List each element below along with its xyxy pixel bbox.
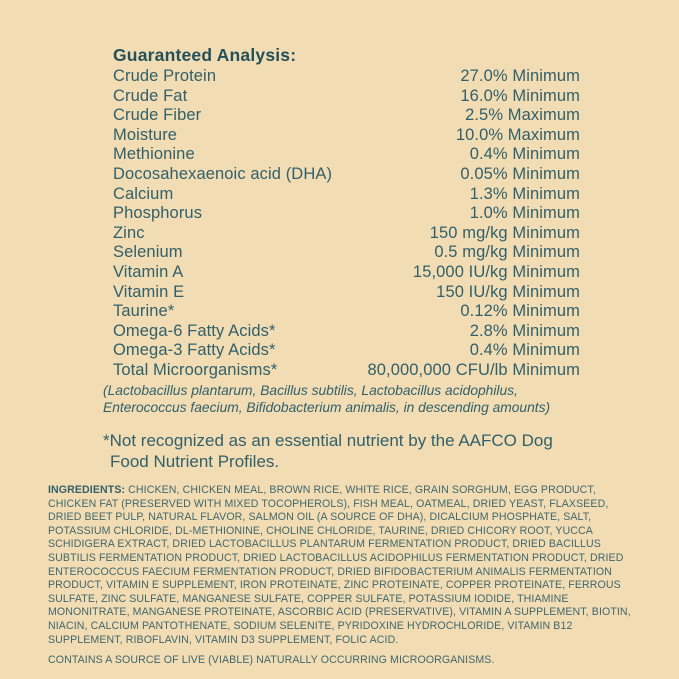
guaranteed-analysis-table: [113, 67, 580, 381]
nutrient-name: Crude Fiber: [113, 106, 202, 125]
nutrient-value: 150 IU/kg Minimum: [436, 282, 580, 301]
guaranteed-analysis-section: [103, 44, 580, 473]
analysis-row: [113, 87, 580, 107]
analysis-row: [113, 185, 580, 205]
ingredients-paragraph: [48, 484, 634, 647]
nutrient-value: 16.0% Minimum: [460, 86, 580, 105]
nutrient-value: 0.05% Minimum: [460, 164, 580, 183]
analysis-row: [113, 145, 580, 165]
nutrient-value: 0.5 mg/kg Minimum: [434, 243, 580, 262]
nutrient-value: 0.4% Minimum: [469, 341, 580, 360]
ingredients-section: [48, 484, 634, 668]
nutrient-name: Vitamin A: [113, 262, 184, 281]
nutrient-value: 0.4% Minimum: [469, 145, 580, 164]
analysis-row: [113, 224, 580, 244]
nutrient-name: Zinc: [113, 223, 145, 242]
nutrient-name: Crude Protein: [113, 67, 217, 85]
analysis-row: [113, 361, 580, 381]
guaranteed-analysis-title: Guaranteed Analysis:: [113, 45, 297, 65]
nutrient-name: Omega-3 Fatty Acids*: [113, 341, 276, 360]
aafco-footnote: [103, 430, 603, 473]
nutrient-value: 0.12% Minimum: [460, 302, 580, 321]
nutrient-value: 27.0% Minimum: [460, 67, 580, 85]
nutrient-value: 150 mg/kg Minimum: [429, 223, 580, 242]
aafco-footnote-line: Food Nutrient Profiles.: [110, 452, 280, 471]
nutrient-name: Docosahexaenoic acid (DHA): [113, 164, 333, 183]
nutrient-name: Taurine*: [113, 302, 175, 321]
nutrient-name: Phosphorus: [113, 204, 203, 223]
nutrient-name: Selenium: [113, 243, 183, 262]
nutrient-value: 15,000 IU/kg Minimum: [412, 262, 580, 281]
nutrient-name: Omega-6 Fatty Acids*: [113, 321, 276, 340]
nutrient-name: Crude Fat: [113, 86, 188, 105]
microorganisms-note-line: Enterococcus faecium, Bifidobacterium animalis, in descending amounts): [103, 400, 551, 415]
analysis-row: [113, 283, 580, 303]
nutrient-value: 80,000,000 CFU/lb Minimum: [367, 360, 580, 379]
analysis-row: [113, 243, 580, 263]
analysis-row: [113, 263, 580, 283]
analysis-row: [113, 302, 580, 322]
nutrient-name: Methionine: [113, 145, 195, 164]
nutrient-value: 1.0% Minimum: [469, 204, 580, 223]
analysis-row: [113, 341, 580, 361]
nutrient-name: Vitamin E: [113, 282, 185, 301]
aafco-footnote-line: *Not recognized as an essential nutrient by the AAFCO Dog: [103, 430, 553, 450]
nutrient-name: Calcium: [113, 184, 174, 203]
analysis-row: [113, 322, 580, 342]
nutrient-value: 1.3% Minimum: [469, 184, 580, 203]
contains-statement: CONTAINS A SOURCE OF LIVE (VIABLE) NATURALLY OCCURRING MICROORGANISMS.: [48, 654, 495, 667]
microorganisms-note: [103, 382, 603, 417]
nutrient-name: Total Microorganisms*: [113, 360, 278, 379]
analysis-row: [113, 67, 580, 87]
nutrient-value: 10.0% Maximum: [455, 125, 580, 144]
ingredients-label: INGREDIENTS:: [48, 484, 126, 496]
nutrient-name: Moisture: [113, 125, 178, 144]
nutrient-value: 2.8% Minimum: [469, 321, 580, 340]
analysis-row: [113, 126, 580, 146]
analysis-row: [113, 165, 580, 185]
nutrient-value: 2.5% Maximum: [465, 106, 580, 125]
microorganisms-note-line: (Lactobacillus plantarum, Bacillus subtilis, Lactobacillus acidophilus,: [103, 382, 518, 398]
analysis-row: [113, 106, 580, 126]
analysis-row: [113, 204, 580, 224]
ingredients-text: CHICKEN, CHICKEN MEAL, BROWN RICE, WHITE RICE, GRAIN SORGHUM, EGG PRODUCT, CHICKEN FAT (PRESERVED WITH MIXED TOCOPHEROLS), FISH MEAL, OATMEAL, DRIED YEAST, FLAXSEED, DRIED BEET PULP, NATURAL FLAVOR, SALMON OIL (A SOURCE OF DHA), DICALCIUM PHOSPHATE, SALT, POTASSIUM CHLORIDE, DL-METHIONINE, CHOLINE CHLORIDE, TAURINE, DRIED CHICORY ROOT, YUCCA SCHIDIGERA EXTRACT, DRIED LACTOBACILLUS PLANTARUM FERMENTATION PRODUCT, DRIED BACILLUS SUBTILIS FERMENTATION PRODUCT, DRIED LACTOBACILLUS ACIDOPHILUS FERMENTATION PRODUCT, DRIED ENTEROCOCCUS FAECIUM FERMENTATION PRODUCT, DRIED BIFIDOBACTERIUM ANIMALIS FERMENTATION PRODUCT, VITAMIN E SUPPLEMENT, IRON PROTEINATE, ZINC PROTEINATE, COPPER PROTEINATE, FERROUS SULFATE, ZINC SULFATE, MANGANESE SULFATE, COPPER SULFATE, POTASSIUM IODIDE, THIAMINE MONONITRATE, MANGANESE PROTEINATE, ASCORBIC ACID (PRESERVATIVE), VITAMIN A SUPPLEMENT, BIOTIN, NIACIN, CALCIUM PANTOTHENATE, SODIUM SELENITE, PYRIDOXINE HYDROCHLORIDE, VITAMIN B12 SUPPLEMENT, RIBOFLAVIN, VITAMIN D3 SUPPLEMENT, FOLIC ACID.: [48, 484, 631, 646]
